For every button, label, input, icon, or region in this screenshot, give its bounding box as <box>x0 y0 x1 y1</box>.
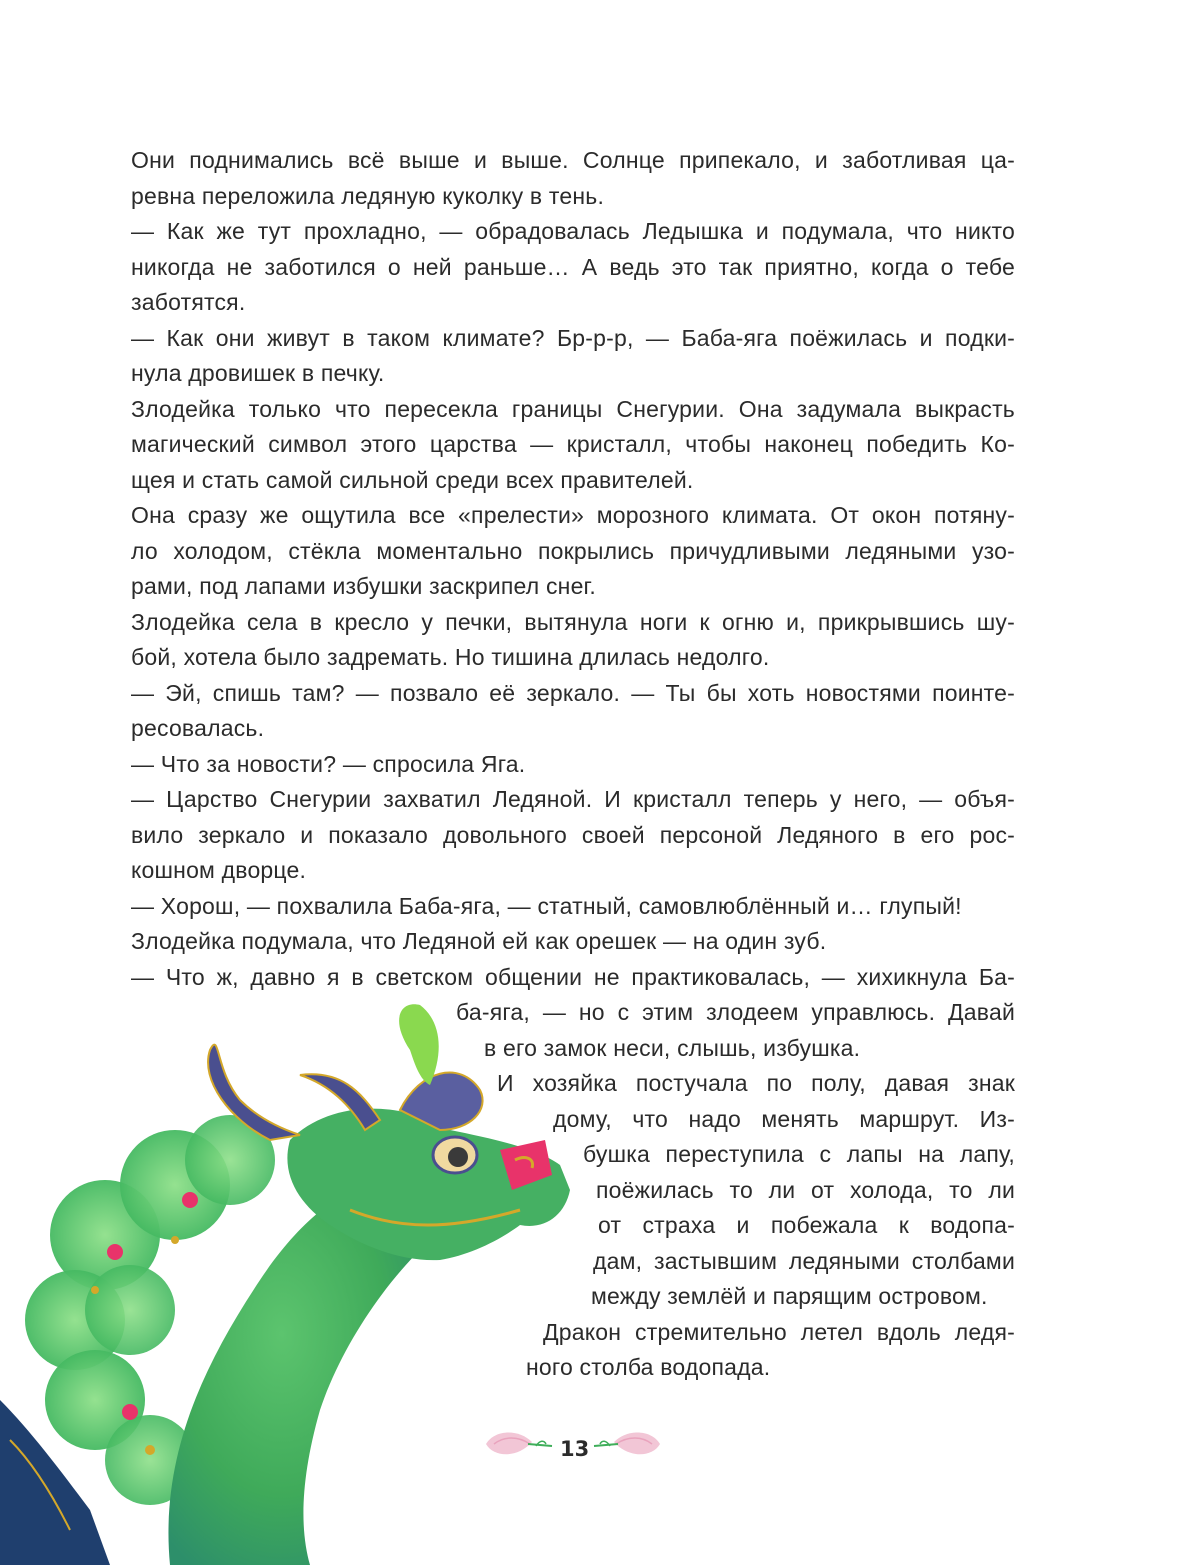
petal-ornament-left-icon <box>484 1426 554 1466</box>
text-line: — Как они живут в таком климате? Бр-р-р, — Баба-яга поёжилась и подки- <box>131 325 1015 351</box>
text-line: — Эй, спишь там? — позвало её зеркало. — Ты бы хоть новостями поинте- <box>131 680 1015 706</box>
text-line: Злодейка села в кресло у печки, вытянула ноги к огню и, прикрывшись шу- <box>131 609 1015 635</box>
text-line: щея и стать самой сильной среди всех правителей. <box>131 467 694 493</box>
text-line: Дракон стремительно летел вдоль ледя- <box>543 1319 1015 1345</box>
page-number: 13 <box>560 1437 590 1461</box>
text-line: — Хорош, — похвалила Баба-яга, — статный, самовлюблённый и… глупый! <box>131 893 962 919</box>
text-line: бушка переступила с лапы на лапу, <box>583 1141 1015 1167</box>
text-line: заботятся. <box>131 289 246 315</box>
text-line: в его замок неси, слышь, избушка. <box>484 1035 861 1061</box>
text-line: нула дровишек в печку. <box>131 360 385 386</box>
text-line: дам, застывшим ледяными столбами <box>593 1248 1015 1274</box>
text-line: ревна переложила ледяную куколку в тень. <box>131 183 605 209</box>
text-line: никогда не заботился о ней раньше… А ведь это так приятно, когда о тебе <box>131 254 1015 280</box>
text-line: ресовалась. <box>131 715 265 741</box>
text-line: Они поднимались всё выше и выше. Солнце припекало, и заботливая ца- <box>131 147 1015 173</box>
text-line: поёжилась то ли от холода, то ли <box>596 1177 1015 1203</box>
text-line: от страха и побежала к водопа- <box>598 1212 1015 1238</box>
text-line: — Что ж, давно я в светском общении не практиковалась, — хихикнула Ба- <box>131 964 1015 990</box>
text-line: рами, под лапами избушки заскрипел снег. <box>131 573 596 599</box>
text-line: — Царство Снегурии захватил Ледяной. И кристалл теперь у него, — объя- <box>131 786 1015 812</box>
text-line: ного столба водопада. <box>526 1354 771 1380</box>
dragon-leaf <box>399 1004 439 1085</box>
text-line: — Что за новости? — спросила Яга. <box>131 751 526 777</box>
text-line: Злодейка подумала, что Ледяной ей как орешек — на один зуб. <box>131 928 827 954</box>
text-line: Она сразу же ощутила все «прелести» морозного климата. От окон потяну- <box>131 502 1015 528</box>
text-line: — Как же тут прохладно, — обрадовалась Ледышка и подумала, что никто <box>131 218 1015 244</box>
text-line: дому, что надо менять маршрут. Из- <box>553 1106 1015 1132</box>
text-line: ло холодом, стёкла моментально покрылись причудливыми ледяными узо- <box>131 538 1015 564</box>
text-line: между землёй и парящим островом. <box>591 1283 988 1309</box>
text-line: вило зеркало и показало довольного своей персоной Ледяного в его рос- <box>131 822 1015 848</box>
text-line: кошном дворце. <box>131 857 307 883</box>
text-line: бой, хотела было задремать. Но тишина длилась недолго. <box>131 644 770 670</box>
text-line: магический символ этого царства — кристалл, чтобы наконец победить Ко- <box>131 431 1015 457</box>
petal-ornament-right-icon <box>592 1426 662 1466</box>
text-line: И хозяйка постучала по полу, давая знак <box>497 1070 1015 1096</box>
text-line: ба-яга, — но с этим злодеем управлюсь. Давай <box>456 999 1015 1025</box>
text-line: Злодейка только что пересекла границы Снегурии. Она задумала выкрасть <box>131 396 1015 422</box>
